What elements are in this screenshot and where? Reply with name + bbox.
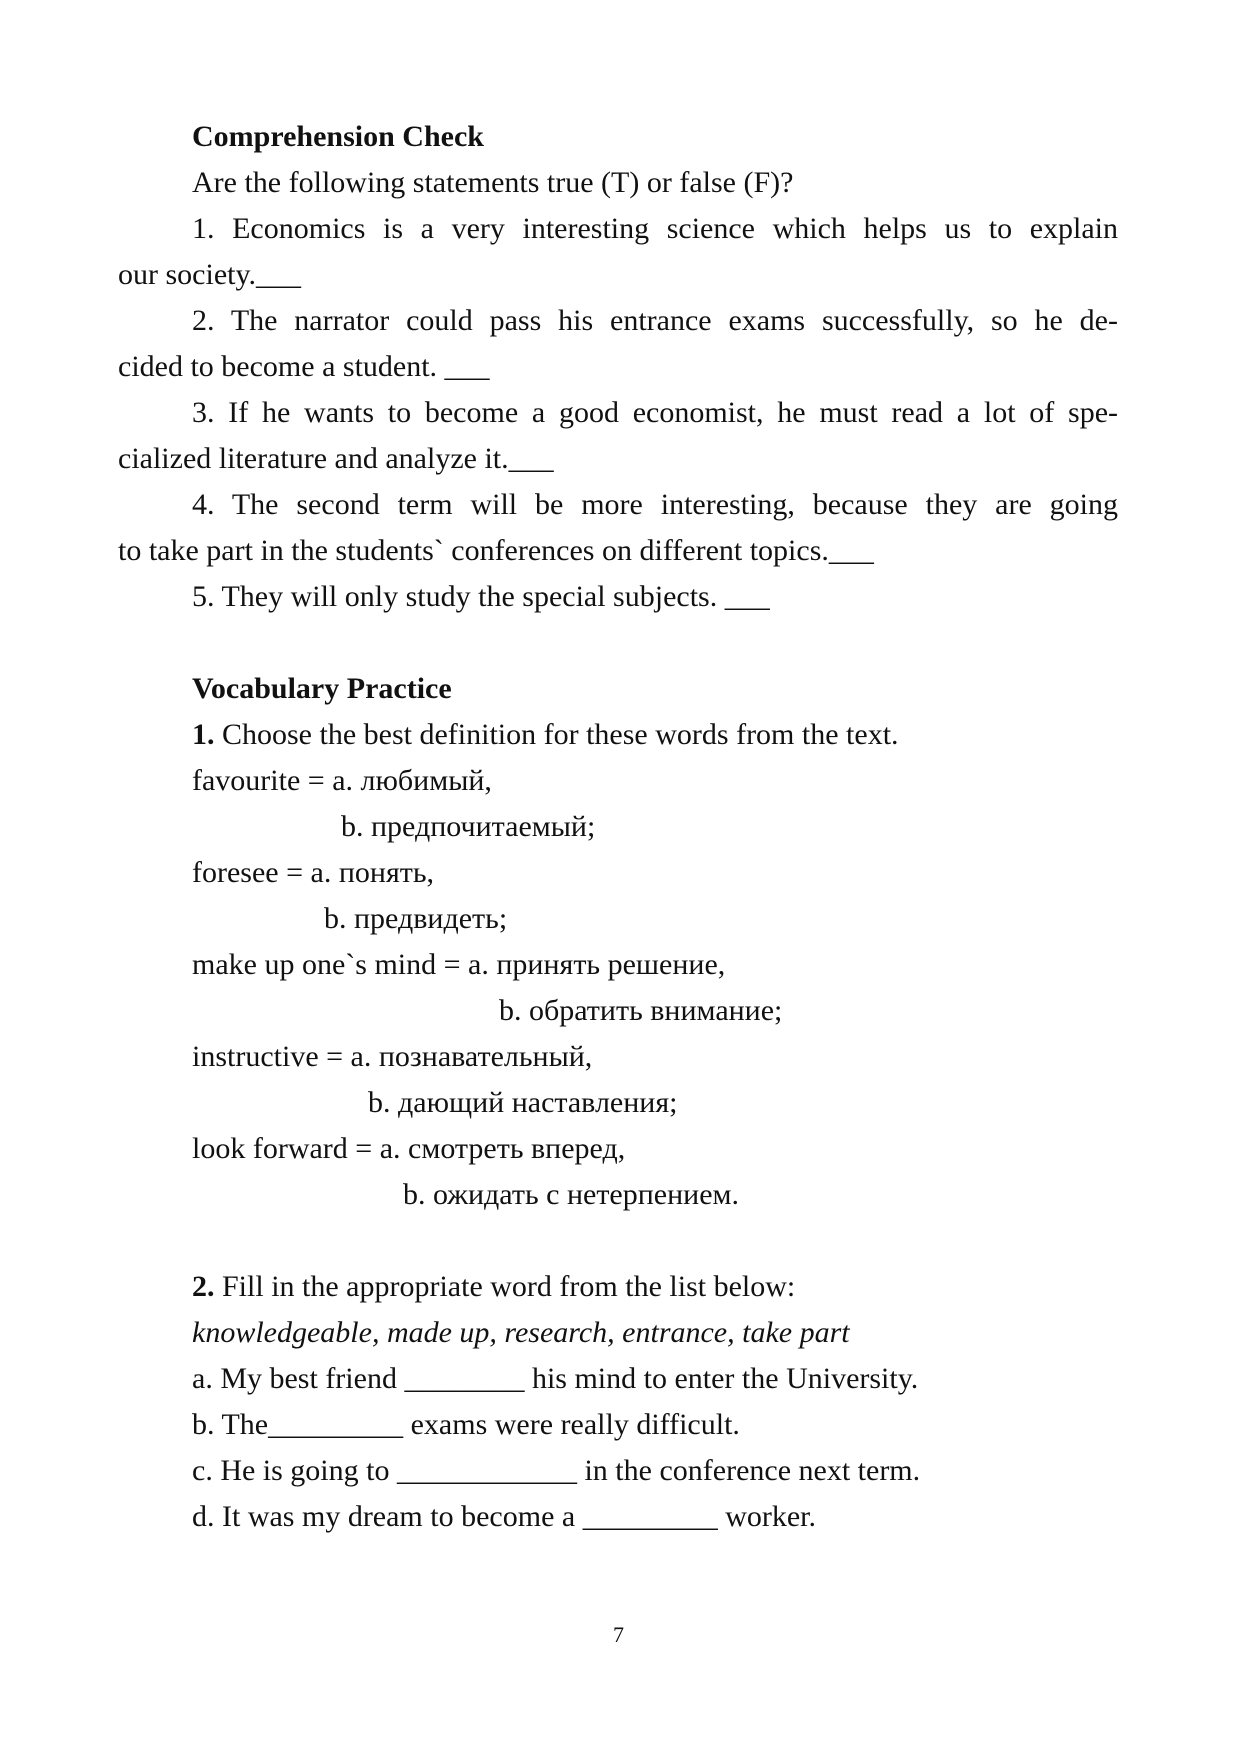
fill-item-b: b. The_________ exams were really difficult. xyxy=(192,1408,740,1441)
definition-favourite-a: favourite = a. любимый, xyxy=(192,764,492,797)
statement-3-line-1: 3. If he wants to become a good economist, he must read a lot of spe- xyxy=(192,396,1118,429)
exercise-1-number: 1. xyxy=(192,718,215,751)
definition-instructive-a: instructive = a. познавательный, xyxy=(192,1040,593,1073)
fill-item-a: a. My best friend ________ his mind to enter the University. xyxy=(192,1362,919,1395)
exercise-1-instruction xyxy=(192,712,899,758)
fill-item-d: d. It was my dream to become a _________ worker. xyxy=(192,1500,817,1533)
statement-4-line-2: to take part in the students` conferences on different topics.___ xyxy=(118,534,874,567)
definition-favourite-b: b. предпочитаемый; xyxy=(341,810,596,843)
page-number: 7 xyxy=(613,1622,624,1647)
definition-foresee-a: foresee = a. понять, xyxy=(192,856,435,889)
definition-foresee-b: b. предвидеть; xyxy=(324,902,508,935)
statement-5: 5. They will only study the special subjects. ___ xyxy=(192,580,770,613)
statement-3-line-2: cialized literature and analyze it.___ xyxy=(118,442,554,475)
fill-item-c: c. He is going to ____________ in the conference next term. xyxy=(192,1454,921,1487)
comprehension-heading: Comprehension Check xyxy=(192,120,484,153)
statement-2-line-1: 2. The narrator could pass his entrance exams successfully, so he de- xyxy=(192,304,1118,337)
definition-look-forward-a: look forward = a. смотреть вперед, xyxy=(192,1132,626,1165)
definition-make-up-mind-a: make up one`s mind = a. принять решение, xyxy=(192,948,726,981)
comprehension-instruction: Are the following statements true (T) or false (F)? xyxy=(192,166,794,199)
exercise-2-instruction xyxy=(192,1264,795,1310)
word-list: knowledgeable, made up, research, entrance, take part xyxy=(192,1316,850,1349)
exercise-2-text: Fill in the appropriate word from the list below: xyxy=(214,1270,796,1303)
definition-instructive-b: b. дающий наставления; xyxy=(368,1086,678,1119)
statement-4-line-1: 4. The second term will be more interesting, because they are going xyxy=(192,488,1118,521)
exercise-2-number: 2. xyxy=(192,1270,215,1303)
statement-2-line-2: cided to become a student. ___ xyxy=(118,350,490,383)
vocabulary-heading: Vocabulary Practice xyxy=(192,672,452,705)
exercise-1-text: Choose the best definition for these words from the text. xyxy=(214,718,899,751)
definition-make-up-mind-b: b. обратить внимание; xyxy=(499,994,783,1027)
statement-1-line-2: our society.___ xyxy=(118,258,302,291)
statement-1-line-1: 1. Economics is a very interesting science which helps us to explain xyxy=(192,212,1118,245)
definition-look-forward-b: b. ожидать с нетерпением. xyxy=(403,1178,740,1211)
